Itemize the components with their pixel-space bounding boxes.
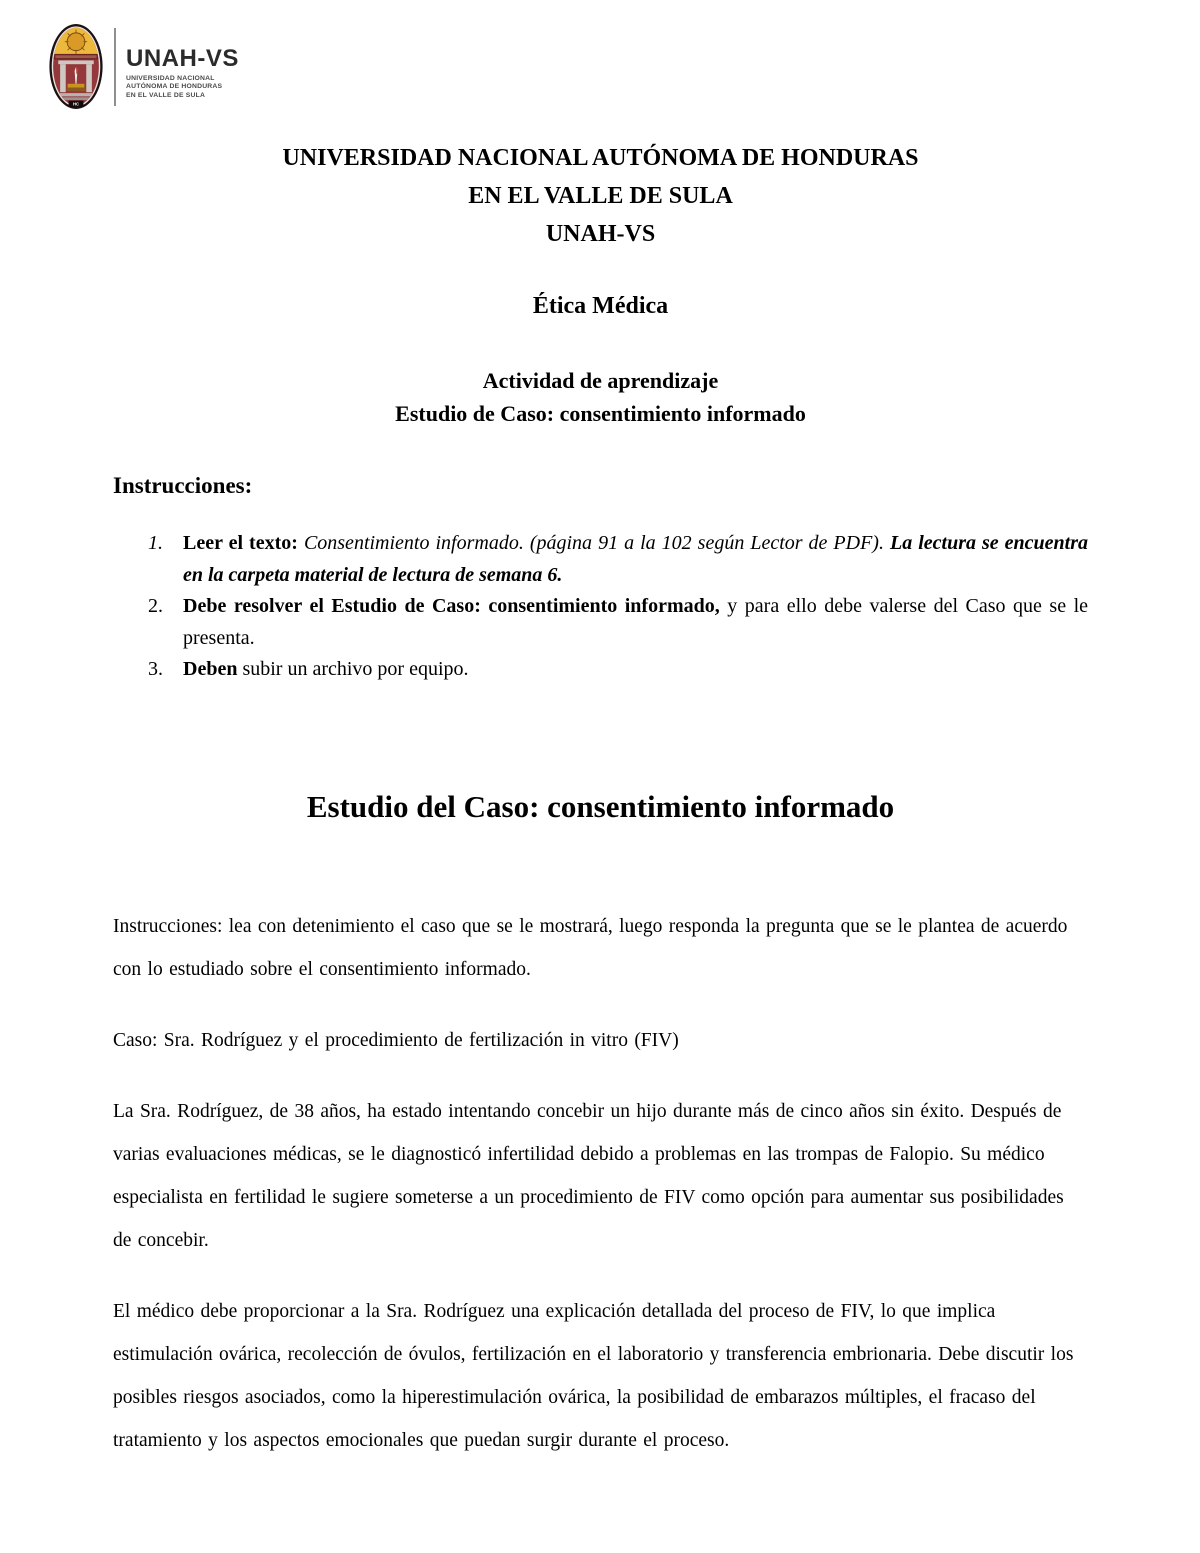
- document-title-block: [113, 139, 1088, 253]
- list-item-2-text: [183, 591, 1088, 654]
- logo-subtext-line1: UNIVERSIDAD NACIONAL: [126, 74, 215, 82]
- list-item-2: [113, 591, 1088, 654]
- list-item-2-rest: y para ello debe valerse del Caso que se le presenta.: [183, 595, 1089, 649]
- logo-wordmark: UNAH-VS: [126, 44, 239, 72]
- list-item-3-text: [183, 654, 1088, 686]
- case-background-paragraph: La Sra. Rodríguez, de 38 años, ha estado intentando concebir un hijo durante más de cinco años sin éxito. Después de varias evaluaciones médicas, se le diagnosticó infertilidad debido a problemas en las trompas de Falopio. Su médico especialista en fertilidad le sugiere someterse a un procedimiento de FIV como opción para aumentar sus posibilidades de concebir.: [113, 1100, 1064, 1251]
- list-number-1: 1.: [148, 532, 163, 554]
- logo-text: [126, 33, 239, 100]
- activity-title-line1: Actividad de aprendizaje: [482, 368, 719, 393]
- case-duty-paragraph: El médico debe proporcionar a la Sra. Rodríguez una explicación detallada del proceso de FIV, lo que implica estimulación ovárica, recolección de óvulos, fertilización en el laboratorio y transferencia embrionaria. Debe discutir los posibles riesgos asociados, como la hiperestimulación ovárica, la posibilidad de embarazos múltiples, el fracaso del tratamiento y los aspectos emocionales que puedan surgir durante el proceso.: [113, 1300, 1074, 1451]
- list-number-2: 2.: [148, 595, 163, 617]
- university-name-line2: EN EL VALLE DE SULA: [468, 183, 733, 209]
- instructions-list: [113, 528, 1088, 686]
- list-item-3: [113, 654, 1088, 686]
- list-item-3-rest: subir un archivo por equipo.: [242, 658, 469, 680]
- case-label-paragraph: Caso: Sra. Rodríguez y el procedimiento de fertilización in vitro (FIV): [113, 1029, 679, 1051]
- case-study-title: Estudio del Caso: consentimiento informado: [306, 788, 895, 824]
- course-title: Ética Médica: [532, 293, 669, 319]
- university-abbreviation: UNAH-VS: [545, 221, 656, 247]
- activity-title-block: [113, 364, 1088, 430]
- list-item-1-italic: Consentimiento informado. (página 91 a la 102 según Lector de PDF).: [303, 532, 884, 554]
- university-name-line1: UNIVERSIDAD NACIONAL AUTÓNOMA DE HONDURAS: [282, 145, 919, 171]
- list-number-3: 3.: [148, 658, 163, 680]
- activity-title-line2: Estudio de Caso: consentimiento informado: [395, 401, 806, 426]
- university-logo: [48, 18, 308, 115]
- crest-banner-text: HC: [72, 101, 80, 107]
- list-item-1-bold-italic: La lectura se encuentra en la carpeta material de lectura de semana 6.: [183, 532, 1089, 586]
- list-item-1: [113, 528, 1088, 591]
- list-item-1-text: [183, 528, 1088, 591]
- instructions-heading: Instrucciones:: [113, 473, 253, 498]
- case-instructions-paragraph: Instrucciones: lea con detenimiento el caso que se le mostrará, luego responda la pregunta que se le plantea de acuerdo con lo estudiado sobre el consentimiento informado.: [113, 915, 1068, 980]
- list-item-1-bold: Leer el texto:: [183, 532, 298, 554]
- logo-subtext-line2: AUTÓNOMA DE HONDURAS: [126, 83, 223, 91]
- list-item-2-bold: Debe resolver el Estudio de Caso: consentimiento informado,: [183, 595, 720, 617]
- unah-crest-icon: [48, 19, 104, 114]
- logo-subtext-line3: EN EL VALLE DE SULA: [126, 91, 206, 99]
- list-item-3-bold: Deben: [183, 658, 238, 680]
- logo-divider: [114, 28, 116, 106]
- logo-subtext: [126, 75, 239, 100]
